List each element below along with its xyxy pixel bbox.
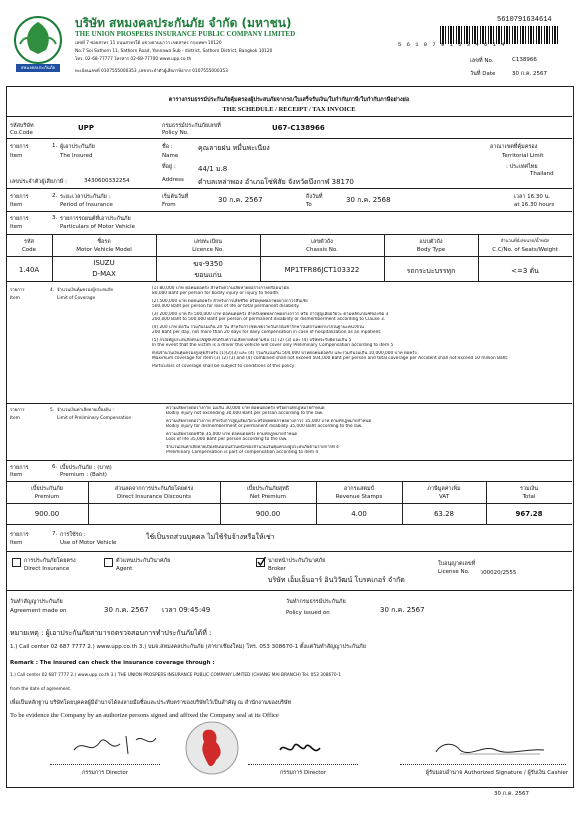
coverage-line: (1) 80,000 บาท ต่อคนต่อครั้ง สำหรับความเสียหายต่อร่างกายหรืออนามัย (152, 286, 289, 291)
vehicle-chassis: MP1TFR86JCT103322 (284, 266, 360, 274)
issued-label-th: วันทำกรมธรรม์ประกันภัย (286, 599, 346, 605)
direct-insurance-label-en: Direct Insurance (24, 566, 70, 572)
net-premium-value: 900.00 (255, 510, 281, 518)
vehicle-licence-province: ขอนแก่น (194, 271, 222, 279)
premium-col-discount-en: Direct Insurance Discounts (117, 494, 191, 500)
issued-date: 30 ก.ค. 2567 (380, 606, 425, 614)
preliminary-line: จำนวนเงินค่าเสียหายเบื้องต้นนี้เป็นส่วนหนึ่งของจำนวนเงินคุ้มครองผู้ประสบภัยตามรายการที่ 4 (166, 445, 339, 450)
vehicle-col-weight-th: จำนวนที่นั่ง/ขนาด/น้ำหนัก (500, 239, 550, 244)
period-to-value: 30 ก.ค. 2568 (346, 196, 391, 204)
name-label-en: Name (162, 153, 179, 159)
col-line (402, 481, 403, 524)
col-line (52, 234, 53, 281)
license-value: ว00020/2555 (480, 570, 517, 576)
premium-col-premium-en: Premium (34, 494, 60, 500)
coverage-line: (4) 200 บาท ต่อวัน รวมกันไม่เกิน 20 วัน สำหรับการชดเชยรายวันกรณีเข้ารักษาในสถานพยาบาลในฐานะคนไข้ใน (152, 325, 364, 330)
company-tax-id: ทะเบียนเลขที่ 0107555000353 ,เลขประจำตัวผู้เสียภาษีอากร 0107555000353 (75, 69, 228, 74)
use-label-th: การใช้รถ : (60, 532, 86, 538)
item5-label-th: รายการ (10, 408, 25, 413)
premium-col-premium-th: เบี้ยประกันภัย (31, 486, 63, 492)
signature-line (248, 764, 358, 765)
premium-col-total-th: รวมเงิน (520, 486, 538, 492)
item4-no: 4. (50, 288, 55, 293)
divider (6, 188, 572, 189)
address-line2: ตำบลเหล่าพอง อำเภอโซ่พิสัย จังหวัดบึงกาฬ 38170 (198, 178, 354, 186)
period-to-th: ถึงวันที่ (306, 194, 323, 200)
company-code-value: UPP (78, 124, 94, 132)
witness-th: เพื่อเป็นหลักฐาน บริษัทโดยบุคคลผู้มีอำนาจได้ลงลายมือชื่อและประทับตราของบริษัทไว้เป็นสำคัญ ณ สำนักงานของบริษัท (10, 700, 292, 706)
period-time-th: เวลา 16.30 น. (514, 194, 551, 200)
preliminary-line: Loss of life 35,000 Baht per person according to the law. (166, 437, 288, 442)
vehicle-col-code-en: Code (21, 247, 37, 253)
barcode-text: 5 6 1 0 7 9 1 6 3 4 6 1 4 (398, 41, 506, 48)
vehicle-label-th: รายการรถยนต์ที่เอาประกันภัย (60, 216, 131, 222)
preliminary-line: Preliminary Compensation is part of compensation according to item 4 (166, 450, 319, 455)
vehicle-label-en: Particulars of Motor Vehicle (60, 224, 136, 230)
period-to-en: To (306, 202, 312, 208)
divider (6, 116, 572, 117)
preliminary-line: Bodily injury for dismemberment or permanent disability 35,000 Baht according to the law. (166, 424, 363, 429)
premium-col-total-en: Total (522, 494, 536, 500)
coverage-label-en: Limit of Coverage (57, 296, 96, 301)
divider (6, 403, 572, 404)
vehicle-col-chassis-en: Chassis No. (306, 247, 338, 253)
coverage-line: 200 Baht per day, not more than 20 days for daily compensation in case of hospitalization as an inpatient. (152, 330, 382, 335)
broker-label-en: Broker (268, 566, 286, 572)
director1-signature (70, 730, 160, 758)
remark-en-heading: Remark : The insured can check the insurance coverage through : (10, 660, 215, 666)
broker-checkbox[interactable] (256, 558, 265, 567)
policy-number-value: U67-C138966 (272, 124, 325, 132)
coverage-line: Maximum coverage for item (1) (2) (3) and (4) combined shall not exceed 504,000 Baht per person and total coverage per Accident shall not exceed 10 million Baht. (152, 356, 509, 361)
coverage-line: 500,000 Baht per person for loss of life or total permanent disability. (152, 304, 300, 309)
company-contact: โทร. 02-68-77777 โทรสาร 02-68-77700 www.upp.co.th (75, 57, 192, 62)
item6-label-en: Item (10, 472, 23, 478)
broker-name: บริษัท เอ็มเอ็นอาร์ อินวิวัฒน์ โบรคเกอร์ จำกัด (268, 576, 405, 584)
item4-label-en: Item (10, 296, 20, 301)
director1-label: กรรมการ Director (81, 770, 129, 776)
license-label-th: ใบอนุญาตเลขที่ (438, 561, 476, 567)
coverage-line: (2) 500,000 บาท ต่อคนต่อครั้ง สำหรับการเสียชีวิต หรือทุพพลภาพอย่างถาวรสิ้นเชิง (152, 299, 308, 304)
item5-no: 5. (50, 408, 55, 413)
director2-signature (276, 736, 326, 760)
company-seal (184, 720, 240, 776)
tax-id-value: 3430600332254 (84, 178, 130, 184)
col-line (478, 234, 479, 281)
preliminary-details (166, 406, 568, 458)
vehicle-col-model-th: ชื่อรถ (97, 239, 111, 245)
agreement-label-en: Agreement made on (10, 608, 67, 614)
divider (6, 256, 572, 257)
item1-label-en: Item (10, 153, 23, 159)
item5-label-en: Item (10, 416, 20, 421)
col-line (316, 481, 317, 524)
doc-date-label: วันที่ Date (470, 71, 496, 77)
col-line (220, 481, 221, 524)
item6-no: 6. (52, 464, 58, 470)
doc-date-value: 30 ก.ค. 2567 (512, 71, 547, 77)
agreement-time: เวลา 09:45:49 (162, 606, 211, 614)
divider (6, 234, 572, 235)
divider (6, 138, 572, 139)
premium-col-net-th: เบี้ยประกันภัยสุทธิ (246, 486, 290, 492)
policy-label-en: Policy No. (162, 130, 189, 136)
remark-th-body: 1.) Call center 02 687 7777 2.) www.upp.co.th 3.) บมจ.สหมงคลประกันภัย (สาขาเชียงใหม่) โทร. 053 308670-1 ตั้งแต่วันทำสัญญาประกันภัย (10, 644, 366, 650)
doc-no-label: เลขที่ No. (470, 58, 494, 64)
footer-date: 30 ก.ค. 2567 (494, 791, 529, 797)
item4-label-th: รายการ (10, 288, 25, 293)
insured-label-th: ผู้เอาประกันภัย (60, 144, 95, 150)
item2-label-en: Item (10, 202, 23, 208)
divider (6, 590, 572, 591)
divider (6, 460, 572, 461)
checkmark-icon (257, 557, 266, 566)
premium-value: 900.00 (34, 510, 60, 518)
coverage-line: (5) กรณีที่ผู้ประสบภัยที่ไม่ใช่ผู้ขับขี่ได้รับความเสียหายทั้งตามข้อ (1) (2) (3) และ (4) บริษัทจะรับผิดไม่เกิน 5 (152, 338, 352, 343)
period-from-en: From (162, 202, 176, 208)
broker-label-th: นายหน้าประกันวินาศภัย (268, 558, 326, 564)
remark-th-heading: หมายเหตุ : ผู้เอาประกันภัยสามารถตรวจสอบการทำประกันภัยได้ที่ : (10, 629, 212, 637)
item2-no: 2. (52, 193, 58, 199)
preliminary-label-th: จำนวนเงินค่าเสียหายเบื้องต้น : (57, 408, 114, 413)
period-from-th: เริ่มต้นวันที่ (162, 194, 189, 200)
director2-label: กรรมการ Director (279, 770, 327, 776)
territory-label-en: Territorial Limit (502, 153, 544, 159)
coverage-line: 200,000 Baht to 500,000 Baht per person of permanent disability or dismemberment according to Clause 3. (152, 317, 386, 322)
signature-line (50, 764, 160, 765)
code-label-en: Co.Code (10, 130, 33, 136)
company-address-en: No.7 Soi Sathorn 11, Sathorn Road, Yannawa Sub - district, Sathorn District, Bangkok 10120 (75, 49, 273, 54)
coverage-line: (3) 200,000 บาท ถึง 500,000 บาท ต่อคนต่อครั้ง สำหรับทุพพลภาพอย่างถาวร หรือ การสูญเสียอวัยวะ ตามหลักเกณฑ์ของข้อ 3 (152, 312, 389, 317)
item7-no: 7. (52, 531, 58, 537)
agreement-label-th: วันทำสัญญาประกันภัย (10, 599, 63, 605)
preliminary-line: ความเสียหายต่อร่างกาย สำหรับการสูญเสียอวัยวะหรือทุพพลภาพอย่างถาวร 35,000 บาท ตามที่กฎหมายกำหนด (166, 419, 372, 424)
total-value: 967.28 (515, 510, 543, 518)
coverage-label-th: จำนวนเงินคุ้มครองผู้ประสบภัย (57, 288, 113, 293)
item6-label-th: รายการ (10, 465, 29, 471)
vehicle-code: 1.40A (18, 266, 40, 274)
title-th: ตารางกรมธรรม์ประกันภัยคุ้มครองผู้ประสบภัยจากรถ/ใบเสร็จรับเงิน/ใบกำกับภาษี/ใบกำกับภาษีอย่างย่อ (168, 97, 410, 103)
witness-en: To be evidence the Company by an authorize persons signed and affixed the Company seal at its Office (10, 712, 279, 719)
address-label-en: Address (162, 177, 184, 183)
address-line1: 44/1 ม.8 (198, 165, 228, 173)
divider (6, 503, 572, 504)
period-label-en: Period of Insurance (60, 202, 113, 208)
period-label-th: ระยะเวลาประกันภัย : (60, 194, 111, 200)
issued-label-en: Policy issued on (286, 610, 330, 616)
authorized-signature-label: ผู้รับมอบอำนาจ Authorized Signature / ผู้รับเงิน Cashier (425, 770, 568, 776)
premium-col-stamps-en: Revenue Stamps (335, 494, 383, 500)
direct-insurance-checkbox[interactable] (12, 558, 21, 567)
vehicle-licence-number: ฆจ-9350 (193, 260, 223, 268)
vehicle-model-name: D-MAX (92, 270, 116, 278)
col-line (260, 234, 261, 281)
use-value: ใช้เป็นรถส่วนบุคคล ไม่ใช้รับจ้างหรือให้เช่า (146, 533, 275, 541)
policy-label-th: กรมธรรม์ประกันภัยเลขที่ (162, 123, 221, 129)
company-name-en: THE UNION PROSPERS INSURANCE PUBLIC COMPANY LIMITED (75, 30, 296, 38)
agent-label-th: ตัวแทนประกันวินาศภัย (116, 558, 171, 564)
direct-insurance-label-th: การประกันภัยโดยตรง (24, 558, 76, 564)
item3-label-en: Item (10, 224, 23, 230)
premium-col-vat-th: ภาษีมูลค่าเพิ่ม (427, 486, 461, 492)
coverage-line: In the event that the victim is a driver this vehicle will cover only Preliminary Compensation according to item 5 (152, 343, 394, 348)
tax-id-label: เลขประจำตัวผู้เสียภาษี : (10, 179, 68, 185)
use-label-en: Use of Motor Vehicle (60, 540, 117, 546)
item3-label-th: รายการ (10, 216, 29, 222)
vat-value: 63.28 (433, 510, 455, 518)
vehicle-col-licence-th: เลขทะเบียน (194, 239, 222, 245)
item7-label-en: Item (10, 540, 23, 546)
revenue-stamps-value: 4.00 (351, 510, 367, 518)
signature-line (400, 764, 566, 765)
document-number: 5610791634614 (497, 16, 552, 24)
period-from-value: 30 ก.ค. 2567 (218, 196, 263, 204)
coverage-details (152, 286, 568, 369)
remark-en-tail: from the date of agreement. (10, 687, 72, 692)
period-time-en: at 16.30 hours (514, 202, 555, 208)
company-address-th: เลขที่ 7 ซอยสาทร 11 ถนนสาทรใต้ แขวงยานนาวา เขตสาทร กรุงเทพฯ 10120 (75, 41, 222, 46)
vehicle-col-body-th: แบบตัวถัง (419, 239, 443, 245)
agent-label-en: Agent (116, 566, 133, 572)
title-en: THE SCHEDULE / RECEIPT / TAX INVOICE (222, 106, 356, 113)
divider (6, 524, 572, 525)
preliminary-line: ความเสียหายต่อชีวิต 35,000 บาท ต่อคนต่อครั้ง ตามที่กฎหมายกำหนด (166, 432, 298, 437)
coverage-line: 80,000 Baht per person for bodily injury or injury to health. (152, 291, 280, 296)
divider (6, 551, 572, 552)
divider (6, 481, 572, 482)
vehicle-col-licence-en: Licence No. (192, 247, 224, 253)
coverage-line: ทั้งนี้จำนวนเงินคุ้มครองสูงสุดสำหรับ (1)(2)(3) และ (4) รวมกันไม่เกิน 504,000 บาทต่อคนต่อครั้ง และรวมกันไม่เกิน 10,000,000 บาท ต่อครั้ง (152, 351, 417, 356)
vehicle-weight: <=3 ตัน (511, 267, 539, 275)
premium-label-en: Premium : (Baht) (60, 472, 107, 478)
vehicle-col-code-th: รหัส (24, 239, 34, 245)
col-line (156, 234, 157, 281)
coverage-line: Particulars of coverage shall be subject to conditions of this policy (152, 364, 295, 369)
insured-label-en: The Insured (60, 153, 93, 159)
vehicle-col-body-en: Body Type (416, 247, 446, 253)
col-line (486, 481, 487, 524)
company-name-th: บริษัท สหมงคลประกันภัย จำกัด (มหาชน) (75, 16, 292, 30)
col-line (88, 481, 89, 524)
territory-label-th: อาณาเขตที่คุ้มครอง (490, 144, 538, 150)
preliminary-label-en: Limit of Preliminary Compensation (57, 416, 132, 421)
preliminary-line: Bodily injury not exceeding 30,000 Baht per person according to the law. (166, 411, 324, 416)
agent-checkbox[interactable] (104, 558, 113, 567)
item2-label-th: รายการ (10, 194, 29, 200)
insured-name-value: คุณลายฝน หมื่นพะเนียง (198, 144, 270, 152)
authorized-signature (430, 736, 550, 760)
item1-no: 1. (52, 143, 58, 149)
vehicle-body-type: รถกระบะบรรทุก (406, 267, 456, 275)
agreement-date: 30 ก.ค. 2567 (104, 606, 149, 614)
territory-value-th: : ประเทศไทย (506, 164, 538, 170)
premium-col-net-en: Net Premium (250, 494, 286, 500)
preliminary-line: ความเสียหายต่อร่างกาย ไม่เกิน 30,000 บาท ต่อคนต่อครั้ง หรือตามที่กฎหมายกำหนด (166, 406, 325, 411)
vehicle-col-chassis-th: เลขตัวถัง (311, 239, 333, 245)
vehicle-col-model-en: Motor Vehicle Model (76, 247, 132, 253)
premium-col-stamps-th: อากรแสตมป์ (343, 486, 375, 492)
col-line (384, 234, 385, 281)
doc-no-value: C138966 (512, 57, 537, 63)
logo-caption: สหมงคลประกันภัย (20, 66, 56, 71)
premium-col-vat-en: VAT (438, 494, 450, 500)
address-label-th: ที่อยู่ : (162, 164, 176, 170)
company-logo (10, 14, 66, 74)
divider (6, 211, 572, 212)
vehicle-col-weight-en: C.C/No. of Seats/Weight (492, 247, 558, 253)
name-label-th: ชื่อ : (162, 144, 173, 150)
code-label-th: รหัสบริษัท (10, 123, 34, 129)
remark-en-body: 1.) Call center 02 687 7777 2.) www.upp.co.th 3.) THE UNION PROSPERS INSURANCE PUBLIC COMPANY LIMITED (CHIANG MAI BRANCH) Tel. 053 308670-1 (10, 673, 341, 678)
vehicle-model-make: ISUZU (93, 259, 115, 267)
license-label-en: License No. (438, 569, 470, 575)
territory-value-en: Thailand (530, 171, 554, 177)
item1-label-th: รายการ (10, 144, 29, 150)
divider (6, 281, 572, 282)
premium-label-th: เบี้ยประกันภัย : (บาท) (60, 465, 112, 471)
premium-col-discount-th: ส่วนลดจากการประกันภัยโดยตรง (114, 486, 194, 492)
item3-no: 3. (52, 215, 58, 221)
item7-label-th: รายการ (10, 532, 29, 538)
